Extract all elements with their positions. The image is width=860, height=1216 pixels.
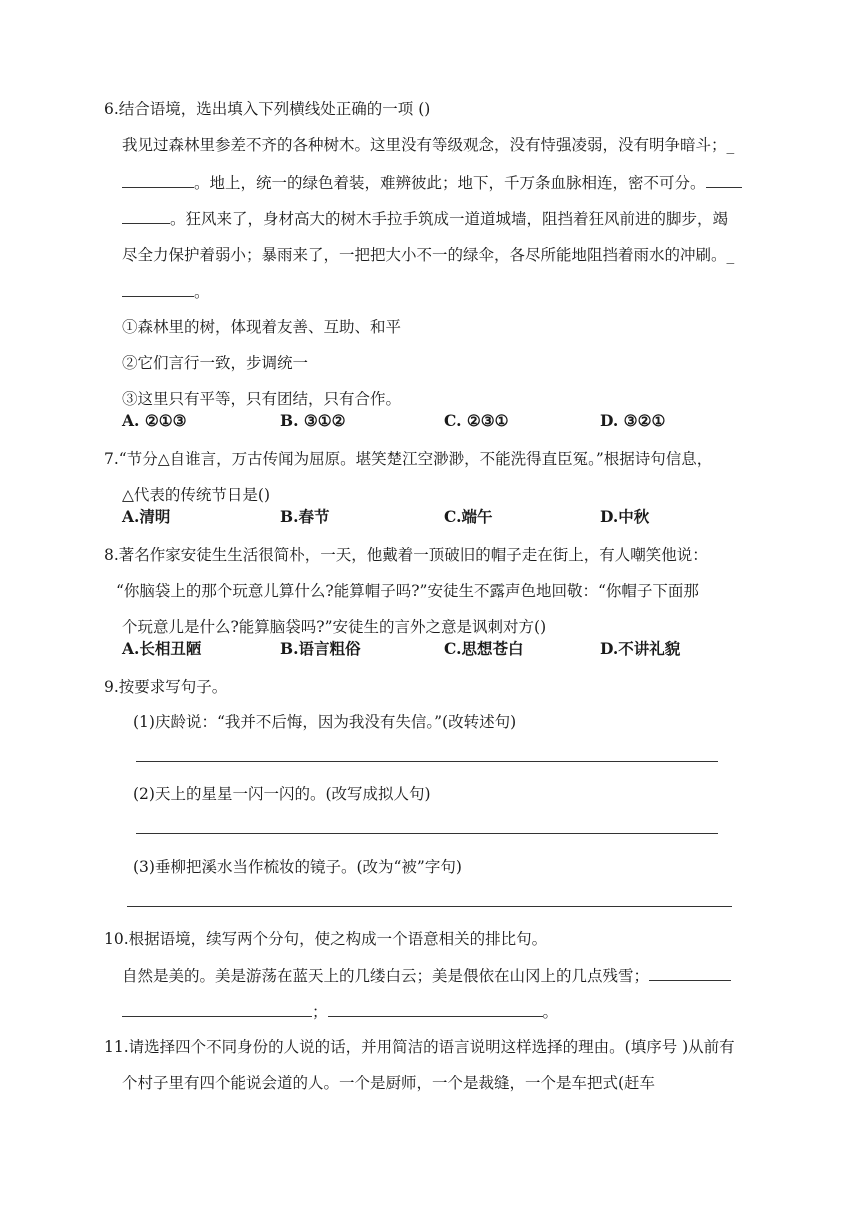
q6-stem: 6.结合语境，选出填入下列横线处正确的一项 () xyxy=(104,100,431,118)
q10-blank-1b[interactable] xyxy=(122,1000,312,1017)
q10-stem: 10.根据语境，续写两个分句，使之构成一个语意相关的排比句。 xyxy=(104,930,548,948)
q8-stem-line-1: 8.著名作家安徒生生活很简朴，一天，他戴着一顶破旧的帽子走在街上，有人嘲笑他说： xyxy=(104,546,708,564)
q9-item-1: (1)庆龄说：“我并不后悔，因为我没有失信。”(改转述句) xyxy=(133,713,517,731)
q8-option-a[interactable]: A.长相丑陋 xyxy=(122,639,202,658)
q9-item-3: (3)垂柳把溪水当作梳妆的镜子。(改为“被”字句) xyxy=(133,858,462,876)
q6-passage-line-2: 。地上，统一的绿色着装，难辨彼此；地下，千万条血脉相连，密不可分。 xyxy=(122,171,742,194)
q7-stem-line-2: △代表的传统节日是() xyxy=(122,486,271,504)
q8-stem-line-3: 个玩意儿是什么?能算脑袋吗?”安徒生的言外之意是讽刺对方() xyxy=(122,618,547,636)
q6-option-a[interactable]: A. ②①③ xyxy=(122,411,187,430)
q6-passage-line-5: 。 xyxy=(122,280,210,303)
q10-blank-2[interactable] xyxy=(328,1000,543,1017)
q11-stem-line-1: 11.请选择四个不同身份的人说的话，并用简洁的语言说明这样选择的理由。(填序号 )从前有 xyxy=(104,1038,735,1056)
q6-sentence-2: ②它们言行一致，步调统一 xyxy=(122,354,309,372)
q9-answer-line-3[interactable] xyxy=(127,906,732,907)
q6-options xyxy=(122,410,742,432)
q6-sentence-3: ③这里只有平等，只有团结，只有合作。 xyxy=(122,390,402,408)
q10-line-1: 自然是美的。美是游荡在蓝天上的几缕白云；美是偎依在山冈上的几点残雪； xyxy=(122,964,731,987)
q9-item-2: (2)天上的星星一闪一闪的。(改写成拟人句) xyxy=(133,785,431,803)
q9-answer-line-2[interactable] xyxy=(136,833,718,834)
q6-blank-2a[interactable] xyxy=(706,171,742,188)
q10-line-2: ； 。 xyxy=(122,1000,558,1023)
q7-option-a[interactable]: A.清明 xyxy=(122,507,171,526)
q7-option-d[interactable]: D.中秋 xyxy=(600,507,650,526)
q6-option-c[interactable]: C. ②③① xyxy=(444,411,509,430)
q6-sentence-1: ①森林里的树，体现着友善、互助、和平 xyxy=(122,318,402,336)
q10-blank-1a[interactable] xyxy=(649,964,731,981)
q8-option-b[interactable]: B.语言粗俗 xyxy=(280,639,361,658)
q7-options xyxy=(122,506,742,528)
q11-stem-line-2: 个村子里有四个能说会道的人。一个是厨师，一个是裁缝，一个是车把式(赶车 xyxy=(122,1074,656,1092)
q6-passage-line-1: 我见过森林里参差不齐的各种树木。这里没有等级观念，没有恃强凌弱，没有明争暗斗；_ xyxy=(122,136,735,154)
q6-option-d[interactable]: D. ③②① xyxy=(600,411,666,430)
q9-stem: 9.按要求写句子。 xyxy=(104,678,228,696)
q7-option-b[interactable]: B.春节 xyxy=(280,507,330,526)
q6-blank-3[interactable] xyxy=(122,280,194,297)
q6-blank-2b[interactable] xyxy=(122,207,170,224)
q6-passage-line-3: 。狂风来了，身材高大的树木手拉手筑成一道道城墙，阻挡着狂风前进的脚步，竭 xyxy=(122,207,728,230)
q8-option-d[interactable]: D.不讲礼貌 xyxy=(600,639,681,658)
q9-answer-line-1[interactable] xyxy=(136,761,718,762)
q7-stem-line-1: 7.“节分△自谁言，万古传闻为屈原。堪笑楚江空渺渺，不能洗得直臣冤。”根据诗句信息， xyxy=(104,450,713,468)
q7-option-c[interactable]: C.端午 xyxy=(444,507,493,526)
q8-stem-line-2: “你脑袋上的那个玩意儿算什么?能算帽子吗?”安徒生不露声色地回敬：“你帽子下面那 xyxy=(116,582,699,600)
q6-passage-line-4: 尽全力保护着弱小；暴雨来了，一把把大小不一的绿伞，各尽所能地阻挡着雨水的冲刷。_ xyxy=(122,246,735,264)
q6-option-b[interactable]: B. ③①② xyxy=(280,411,346,430)
q6-blank-1[interactable] xyxy=(122,171,194,188)
q8-option-c[interactable]: C.思想苍白 xyxy=(444,639,524,658)
q8-options xyxy=(122,638,742,660)
